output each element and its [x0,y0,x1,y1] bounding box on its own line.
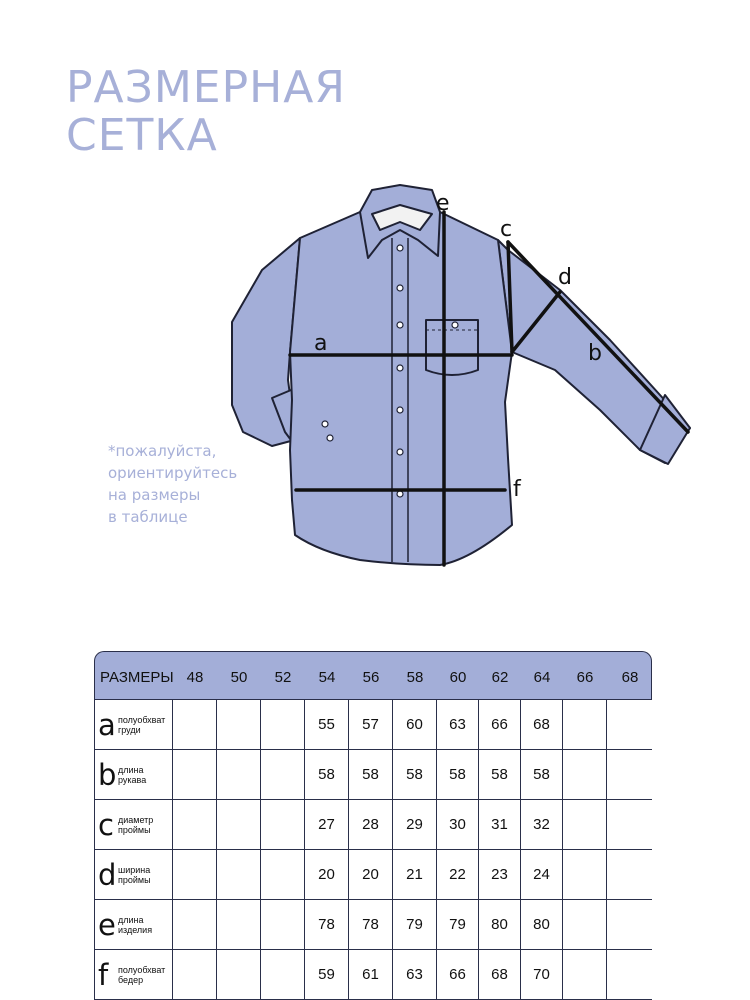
table-row [95,700,653,750]
note-line-1: *пожалуйста, [108,442,217,460]
table-row [95,750,653,800]
row-description [118,765,146,785]
table-cell: 20 [349,850,393,900]
table-cell [607,850,653,900]
row-letter: e [98,907,116,942]
table-cell [563,800,607,850]
table-cell: 21 [393,850,437,900]
table-cell [563,700,607,750]
row-description-line-2: проймы [118,824,151,835]
table-cell [563,850,607,900]
row-description [118,965,165,985]
row-letter: d [98,857,117,892]
table-cell [563,950,607,1000]
table-cell: 30 [437,800,479,850]
row-letter: f [98,957,109,992]
table-cell: 78 [349,900,393,950]
row-description-line-1: ширина [118,864,151,875]
table-cell: 24 [521,850,563,900]
table-cell [563,750,607,800]
table-cell: 58 [349,750,393,800]
table-cell [607,950,653,1000]
table-cell [173,950,217,1000]
header-sizes-label: РАЗМЕРЫ [100,669,174,686]
table-cell: 58 [479,750,521,800]
table-cell: 68 [479,950,521,1000]
header-size: 58 [406,669,424,686]
header-size: 60 [449,669,467,686]
table-cell: 63 [437,700,479,750]
table-cell [173,800,217,850]
table-cell: 68 [521,700,563,750]
header-size: 56 [362,669,380,686]
table-cell: 66 [437,950,479,1000]
button-3 [397,322,403,328]
cuff-button-1 [322,421,328,427]
table-cell: 27 [305,800,349,850]
table-cell: 80 [521,900,563,950]
table-cell: 20 [305,850,349,900]
table-cell: 63 [393,950,437,1000]
table-cell [217,850,261,900]
table-cell: 58 [393,750,437,800]
header-size: 50 [230,669,248,686]
table-cell [173,750,217,800]
row-description [118,915,152,935]
row-description-line-2: изделия [118,924,153,935]
table-cell [261,950,305,1000]
row-description [118,715,165,735]
header-size: 68 [621,669,639,686]
row-description-line-2: проймы [118,874,151,885]
table-cell [261,800,305,850]
button-5 [397,407,403,413]
table-cell: 32 [521,800,563,850]
shirt-body [290,212,512,565]
table-cell: 28 [349,800,393,850]
row-description [118,815,153,835]
table-cell: 57 [349,700,393,750]
header-size: 64 [533,669,551,686]
header-size: 54 [318,669,336,686]
table-row [95,900,653,950]
table-cell [607,800,653,850]
table-cell: 29 [393,800,437,850]
table-cell [217,950,261,1000]
label-e: e [436,191,450,216]
row-header [95,700,173,750]
row-description-line-1: полуобхват [118,714,166,725]
table-cell: 66 [479,700,521,750]
title-line-2: СЕТКА [66,110,218,161]
table-cell: 80 [479,900,521,950]
row-header [95,800,173,850]
table-cell [173,900,217,950]
table-cell: 79 [437,900,479,950]
row-letter: c [98,807,114,842]
table-cell: 31 [479,800,521,850]
table-cell: 61 [349,950,393,1000]
row-header [95,950,173,1000]
table-cell [173,700,217,750]
label-b: b [588,341,602,366]
table-cell [607,900,653,950]
row-description-line-1: диаметр [118,814,154,825]
label-f: f [513,477,521,502]
table-cell: 58 [521,750,563,800]
label-a: a [314,331,328,356]
table-cell: 70 [521,950,563,1000]
table-cell: 59 [305,950,349,1000]
note-line-4: в таблице [108,508,188,526]
table-cell: 79 [393,900,437,950]
row-description [118,865,151,885]
table-cell [607,750,653,800]
table-header [94,651,652,699]
table-cell: 22 [437,850,479,900]
size-table [94,651,652,1000]
row-letter: b [98,757,117,792]
size-note [108,440,237,528]
row-description-line-1: полуобхват [118,964,166,975]
row-letter: a [98,707,116,742]
header-size: 48 [186,669,204,686]
table-cell: 55 [305,700,349,750]
table-cell [563,900,607,950]
table-cell [217,700,261,750]
button-2 [397,285,403,291]
table-cell [261,750,305,800]
table-cell: 58 [437,750,479,800]
table-row [95,950,653,1000]
header-size: 62 [491,669,509,686]
table-cell [217,750,261,800]
table-cell [261,700,305,750]
pocket-button [452,322,458,328]
button-6 [397,449,403,455]
button-7 [397,491,403,497]
table-cell [173,850,217,900]
table-cell: 60 [393,700,437,750]
size-grid [94,699,652,1000]
header-size: 66 [576,669,594,686]
table-cell [261,850,305,900]
row-description-line-2: бедер [118,974,144,985]
table-cell [217,800,261,850]
row-header [95,900,173,950]
note-line-2: ориентируйтесь [108,464,238,482]
title-line-1: РАЗМЕРНАЯ [66,62,346,113]
button-4 [397,365,403,371]
row-header [95,850,173,900]
table-cell [217,900,261,950]
table-cell: 23 [479,850,521,900]
row-description-line-2: рукава [118,774,147,785]
row-description-line-1: длина [118,914,144,925]
row-description-line-2: груди [118,724,141,735]
row-header [95,750,173,800]
table-cell [607,700,653,750]
label-c: c [500,217,513,242]
table-cell: 78 [305,900,349,950]
chest-pocket [426,320,478,375]
table-cell [261,900,305,950]
header-size: 52 [274,669,292,686]
table-cell: 58 [305,750,349,800]
cuff-button-2 [327,435,333,441]
table-row [95,800,653,850]
row-description-line-1: длина [118,764,144,775]
table-row [95,850,653,900]
button-1 [397,245,403,251]
note-line-3: на размеры [108,486,201,504]
label-d: d [558,265,572,290]
